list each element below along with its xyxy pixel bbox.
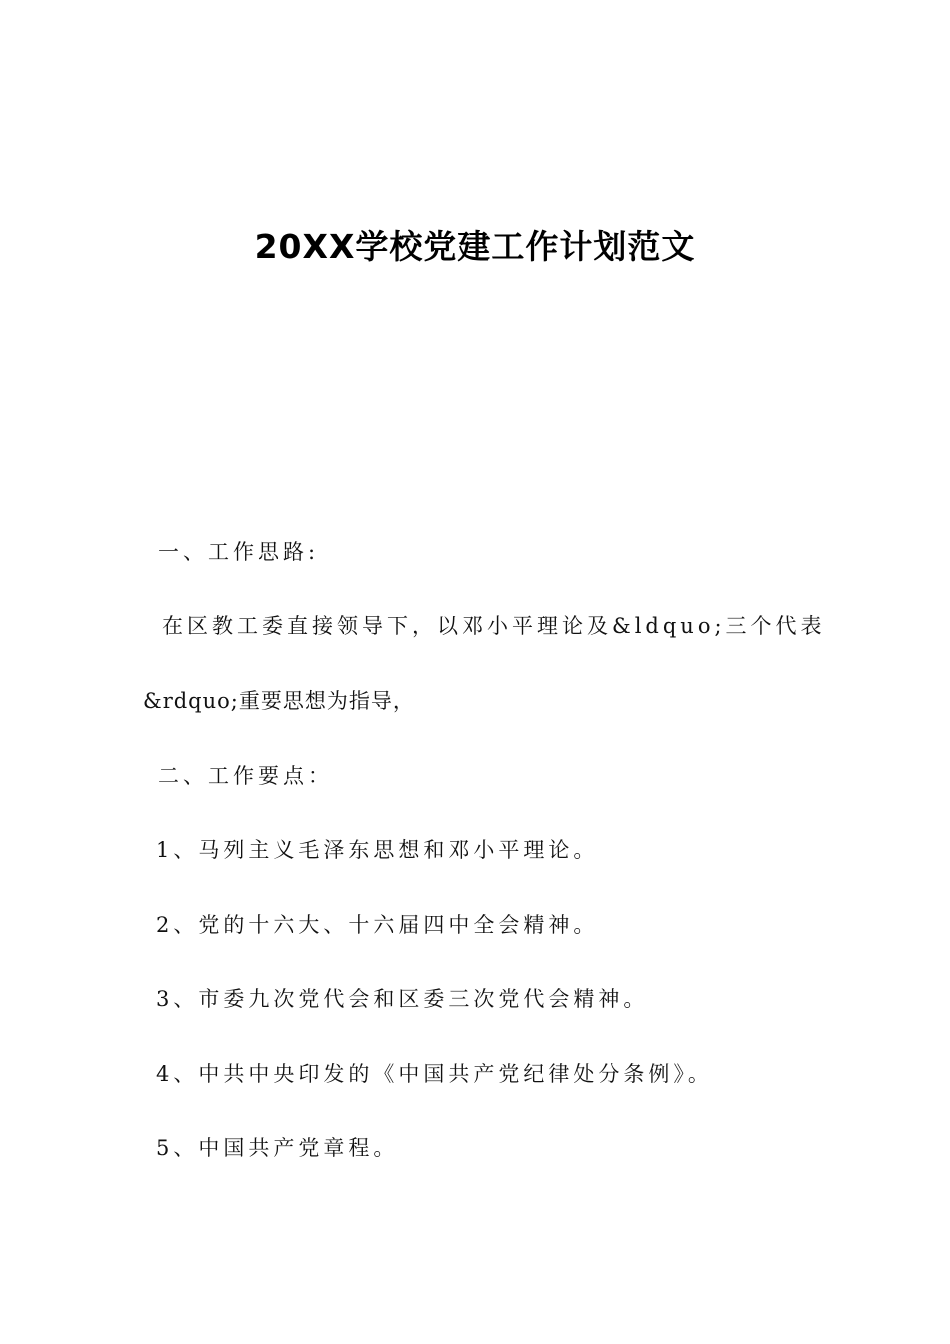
list-item: 5、中国共产党章程。 — [156, 1136, 399, 1160]
section-body-line: &rdquo;重要思想为指导， — [143, 689, 415, 713]
list-item: 4、中共中央印发的《中国共产党纪律处分条例》。 — [156, 1062, 713, 1086]
section-heading-work-approach: 一、工作思路: — [158, 540, 320, 564]
list-item: 3、市委九次党代会和区委三次党代会精神。 — [156, 987, 649, 1011]
list-item: 2、党的十六大、十六届四中全会精神。 — [156, 913, 599, 937]
section-heading-work-points: 二、工作要点： — [158, 764, 333, 788]
document-title: 20XX学校党建工作计划范文 — [254, 227, 696, 266]
list-item: 1、马列主义毛泽东思想和邓小平理论。 — [156, 838, 599, 862]
section-body-line: 在区教工委直接领导下，以邓小平理论及&ldquo;三个代表 — [162, 614, 826, 638]
